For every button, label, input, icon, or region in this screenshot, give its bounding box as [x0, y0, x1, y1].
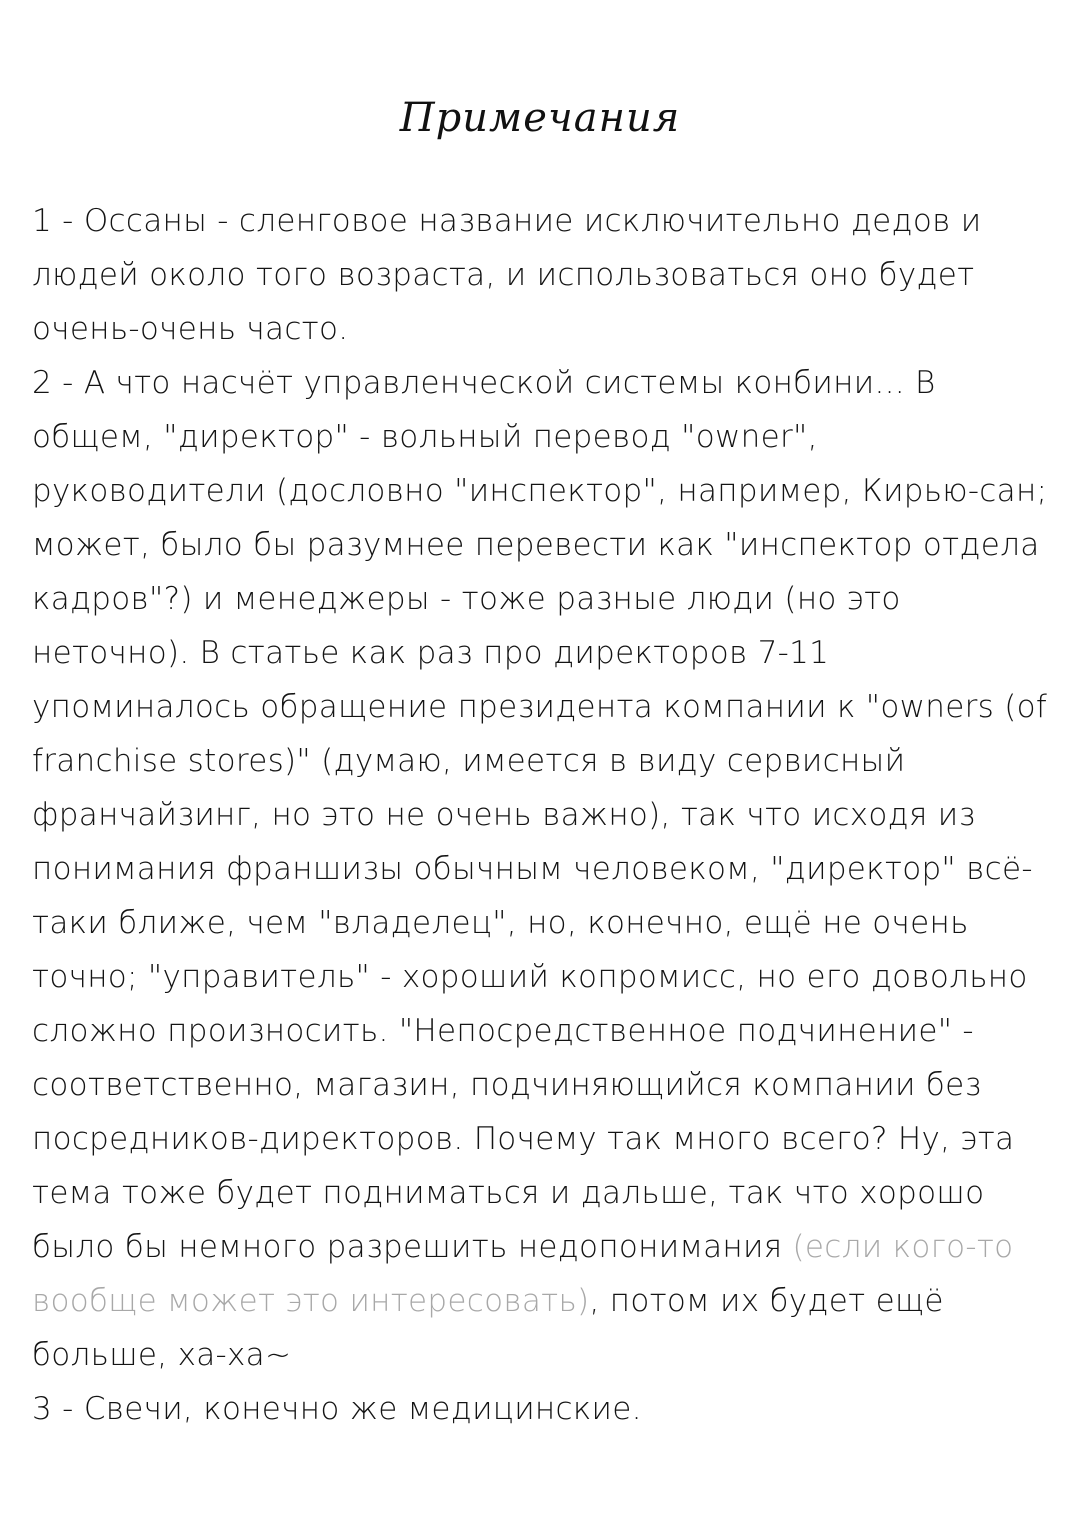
note-2: [32, 356, 1052, 1382]
note-2-aside: (если кого-то вообще может это интересовать): [32, 1229, 1014, 1319]
notes-body: [32, 194, 1052, 1436]
page-title: Примечания: [399, 95, 681, 141]
note-2-text: 2 - А что насчёт управленческой системы конбини... В общем, "директор" - вольный перевод "owner", руководители (дословно "инспектор", например, Кирью-сан; может, было бы разумнее перевести как "инспектор отдела кадров"?) и менеджеры - тоже разные люди (но это неточно). В статье как раз про директоров 7-11 упоминалось обращение президента компании к "owners (of franchise stores)" (думаю, имеется в виду сервисный франчайзинг, но это не очень важно), так что исходя из понимания франшизы обычным человеком, "директор" всё-таки ближе, чем "владелец", но, конечно, ещё не очень точно; "управитель" - хороший копромисс, но его довольно сложно произносить. "Непосредственное подчинение" - соответственно, магазин, подчиняющийся компании без посредников-директоров. Почему так много всего? Ну, эта тема тоже будет подниматься и дальше, так что хорошо было бы немного разрешить недопонимания: [32, 365, 1048, 1265]
note-1: 1 - Оссаны - сленговое название исключительно дедов и людей около того возраста, и использоваться оно будет очень-очень часто.: [32, 203, 982, 347]
note-2-ending: , потом их будет ещё больше, ха-ха~: [32, 1283, 944, 1373]
note-3: 3 - Свечи, конечно же медицинские.: [32, 1391, 642, 1427]
